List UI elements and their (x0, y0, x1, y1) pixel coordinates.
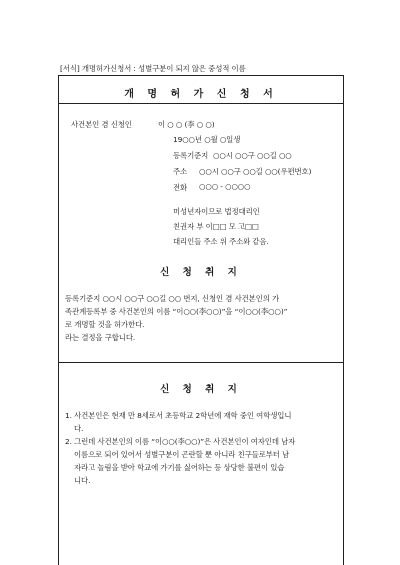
guardian-line-3: 대리인들 주소 위 주소와 같음. (173, 237, 269, 246)
form-type-label: [서식] 개명허가신청서 : 성별구분이 되지 않은 중성적 이름 (60, 64, 246, 73)
form-title: 개 명 허 가 신 청 서 (124, 89, 278, 100)
phone-value: ○○○ - ○○○○ (199, 182, 251, 191)
address-label: 주소 (173, 167, 188, 176)
purpose-body (65, 292, 340, 344)
reason-line: 다. (74, 424, 84, 433)
registry-value: ○○시 ○○구 ○○길 ○○ (213, 151, 292, 160)
purpose-line: 등록기준지 ○○시 ○○구 ○○길 ○○ 번지, 신청인 겸 사건본인의 가 (65, 294, 280, 303)
reasons-title: 신 청 취 지 (160, 384, 242, 395)
guardian-line-1: 미성년자이므로 법정대리인 (173, 207, 260, 216)
reason-line: 자라고 놀림을 받아 학교에 가기를 싫어하는 등 상당한 불편이 있습 (74, 463, 285, 472)
reason-line: 니다. (74, 476, 91, 485)
applicant-birth: 19○○년 ○월 ○일생 (173, 135, 241, 144)
reasons-list (65, 409, 340, 487)
reason-line: 2. 그런데 사건본인의 이름 “이○○(李○○)”은 사건본인이 여자인데 남자 (65, 437, 296, 446)
reason-item (65, 435, 340, 487)
reason-item (65, 409, 340, 435)
applicant-label: 사건본인 겸 신청인 (71, 120, 132, 129)
applicant-name: 이 ○ ○ (李 ○ ○) (158, 120, 215, 129)
purpose-line: 라는 결정을 구합니다. (65, 333, 136, 342)
purpose-line: 족관계등록부 중 사건본인의 이름 “이○○(李○○)”을 “이○○(李○○)” (65, 307, 288, 316)
reason-line: 1. 사건본인은 현재 만 8세로서 초등학교 2학년에 재학 중인 여학생입니 (65, 411, 292, 420)
address-value: ○○시 ○○구 ○○길 ○○(우편번호) (199, 167, 312, 176)
title-divider (59, 103, 343, 104)
guardian-line-2: 친권자 부 이□□ 모 고□□ (173, 222, 259, 231)
purpose-line: 로 개명할 것을 허가한다. (65, 320, 145, 329)
section-divider (59, 362, 343, 363)
application-form (58, 75, 344, 565)
phone-label: 전화 (173, 183, 188, 192)
purpose-title: 신 청 취 지 (160, 267, 242, 278)
registry-label: 등록기준지 (173, 151, 209, 160)
reason-line: 이름으로 되어 있어서 성별구분이 곤란할 뿐 아니라 친구들로부터 남 (74, 450, 290, 459)
